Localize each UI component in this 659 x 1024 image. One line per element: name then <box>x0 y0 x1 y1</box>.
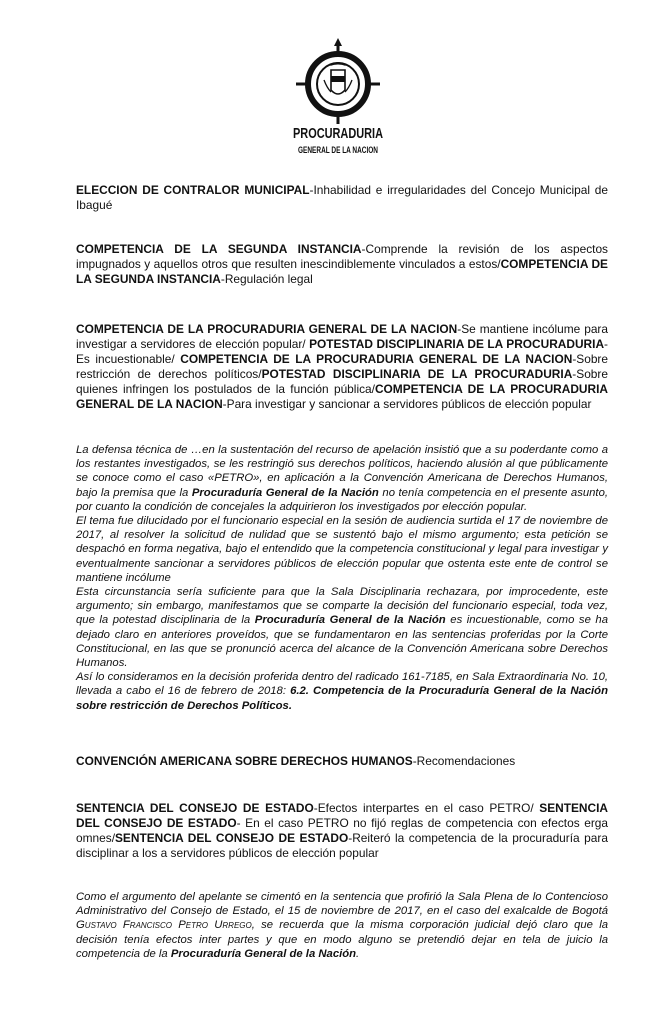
text-segment: -Regulación legal <box>220 272 313 286</box>
text-segment: -Sobre restricción de derechos políticos/ <box>76 352 609 381</box>
bold-text-segment: ELECCION DE CONTRALOR MUNICIPAL <box>76 183 310 197</box>
bold-text-segment: COMPETENCIA DE LA PROCURADURIA GENERAL DE LA NACION <box>76 322 458 336</box>
text-segment: Como el argumento del apelante se cimentó en la sentencia que profirió la Sala Plena de lo Contencioso Administrativo del Consejo de Estado, el 15 de noviembre de 2017, en el caso del exalcalde de Bogotá <box>76 891 608 918</box>
text-segment: , se recuerda que la misma corporación judicial dejó claro que la decisión tenía efectos inter partes y que en modo alguno se pretendió dejar en tela de juicio la competencia de la <box>76 919 608 960</box>
text-segment: -Reiteró la competencia de la procuraduría para disciplinar a los a servidores públicos de elección popular <box>76 831 608 860</box>
text-segment: -Efectos interpartes en el caso PETRO/ <box>313 801 540 815</box>
text-segment: -Para investigar y sancionar a servidores públicos de elección popular <box>222 397 592 411</box>
text-segment: El tema fue dilucidado por el funcionario especial en la sesión de audiencia surtida el 17 de noviembre de 2017, al resolver la solicitud de nulidad que se sustentó bajo el mismo argumento; esta petición se despachó en forma negativa, bajo el entendido que la competencia constitucional y legal para investigar y eventualmente sancionar a servidores públicos de elección popular que ostenta este ente de control se mantiene incólume <box>76 515 608 584</box>
text-segment: -Recomendaciones <box>412 754 516 768</box>
section-eleccion-contralor <box>76 183 608 213</box>
text-segment: », en aplicación a la Convención Americana de Derechos Humanos, bajo la premisa que la <box>76 472 608 499</box>
text-segment: . <box>356 947 360 960</box>
bold-text-segment: POTESTAD DISCIPLINARIA DE LA PROCURADURIA <box>309 337 605 351</box>
bold-text-segment: SENTENCIA DEL CONSEJO DE ESTADO <box>76 801 608 830</box>
bold-text-segment: POTESTAD DISCIPLINARIA DE LA PROCURADURIA <box>261 367 573 381</box>
text-segment: es incuestionable, como se ha dejado claro en anteriores proveídos, que se fundamentaron en las sentencias proferidas por la Corte Constitucional, en las que se pronunció acerca del alcance de la Convención Americana sobre Derechos Humanos. <box>76 614 608 670</box>
bold-text-segment: SENTENCIA DEL CONSEJO DE ESTADO <box>76 801 314 815</box>
bold-text-segment: Procuraduría General de la Nación <box>170 947 357 960</box>
bold-text-segment: COMPETENCIA DE LA PROCURADURIA GENERAL DE LA NACION <box>180 352 573 366</box>
bold-text-segment: Procuraduría General de la Nación <box>254 614 446 627</box>
text-segment: PETRO <box>214 472 254 485</box>
text-segment: Esta circunstancia sería suficiente para que la Sala Disciplinaria rechazara, por improcedente, este argumento; sin embargo, manifestamos que se comparte la decisión del funcionario especial, toda vez, que la potestad disciplinaria de la <box>76 586 608 627</box>
text-segment: -Comprende la revisión de los aspectos impugnados y aquellos otros que resulten inescindiblemente vinculados a estos/ <box>76 242 608 271</box>
text-segment: -Sobre quienes infringen los postulados de la función pública/ <box>76 367 608 396</box>
text-segment: -Se mantiene incólume para investigar a servidores de elección popular/ <box>76 322 609 351</box>
section-convencion-americana <box>76 754 608 769</box>
logo-line1: PROCURADURIA <box>293 126 384 142</box>
quote-defensa-tecnica <box>76 443 608 713</box>
bold-text-segment: COMPETENCIA DE LA SEGUNDA INSTANCIA <box>76 257 608 286</box>
logo-line2: GENERAL DE LA NACION <box>298 145 379 156</box>
coat-of-arms-icon <box>324 62 352 94</box>
bold-text-segment: Procuraduría General de la Nación <box>191 486 379 499</box>
quote-argumento-apelante <box>76 890 608 961</box>
procuraduria-logo <box>290 38 386 160</box>
bold-text-segment: COMPETENCIA DE LA PROCURADURIA GENERAL DE LA NACION <box>76 382 608 411</box>
text-segment: no tenía competencia en el presente asunto, por cuanto la condición de concejales la adquirieron los investigados por elección popular. <box>76 486 608 513</box>
bold-text-segment: CONVENCIÓN AMERICANA SOBRE DERECHOS HUMANOS <box>76 754 413 768</box>
text-segment: -Inhabilidad e irregularidades del Concejo Municipal de Ibagué <box>76 183 609 212</box>
text-segment: Así lo consideramos en la decisión proferida dentro del radicado 161-7185, en Sala Extraordinaria No. 10, llevada a cabo el 16 de febrero de 2018: <box>76 671 608 698</box>
bold-text-segment: COMPETENCIA DE LA SEGUNDA INSTANCIA <box>76 242 362 256</box>
text-segment: La defensa técnica de …en la sustentación del recurso de apelación insistió que a su poderdante como a los restantes investigados, se les restringió sus derechos políticos, haciendo alusión al que públicamente se conoce como el caso « <box>76 444 608 485</box>
section-competencia-segunda-instancia <box>76 242 608 287</box>
text-segment: Gustavo Francisco Petro Urrego <box>76 919 252 932</box>
bold-text-segment: SENTENCIA DEL CONSEJO DE ESTADO <box>115 831 349 845</box>
text-segment: -Es incuestionable/ <box>76 337 609 366</box>
section-competencia-procuraduria <box>76 322 608 412</box>
bold-text-segment: 6.2. Competencia de la Procuraduría General de la Nación sobre restricción de Derechos Políticos. <box>76 685 608 712</box>
text-segment: - En el caso PETRO no fijó reglas de competencia con efectos erga omnes/ <box>76 816 609 845</box>
section-sentencia-consejo-estado <box>76 801 608 861</box>
